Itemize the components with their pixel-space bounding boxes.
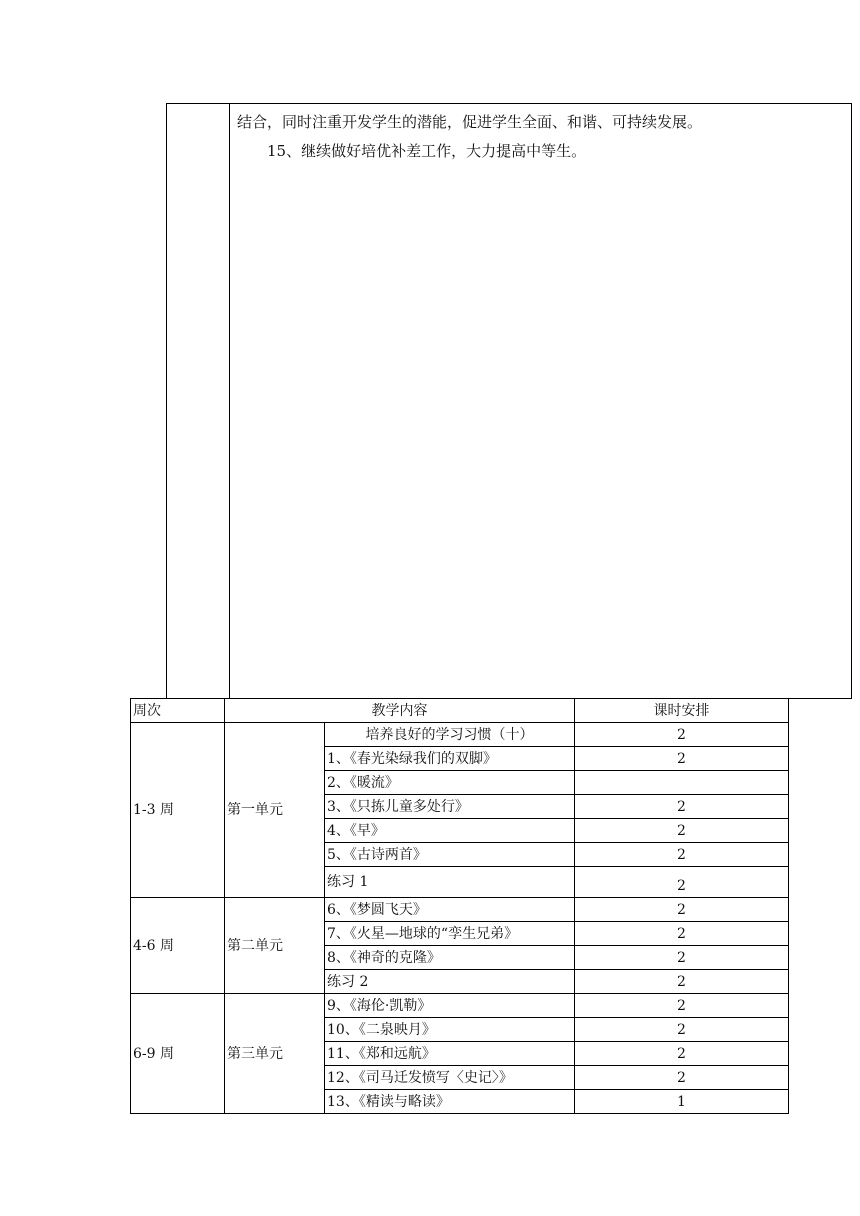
lesson-cell: 练习 1: [325, 867, 575, 898]
hours-cell: 2: [575, 922, 789, 946]
hours-cell: 2: [575, 819, 789, 843]
lesson-cell: 3、《只拣儿童多处行》: [325, 795, 575, 819]
hours-cell: 2: [575, 994, 789, 1018]
hours-cell: 2: [575, 1018, 789, 1042]
hours-cell: 1: [575, 1090, 789, 1114]
hours-cell: 2: [575, 1042, 789, 1066]
lesson-cell: 培养良好的学习习惯（十）: [325, 723, 575, 747]
lesson-cell: 11、《郑和远航》: [325, 1042, 575, 1066]
lesson-cell: 9、《海伦·凯勒》: [325, 994, 575, 1018]
hours-cell: 2: [575, 946, 789, 970]
lesson-cell: 5、《古诗两首》: [325, 843, 575, 867]
lesson-cell: 10、《二泉映月》: [325, 1018, 575, 1042]
unit-cell: 第一单元: [225, 723, 325, 898]
lesson-cell: 2、《暖流》: [325, 771, 575, 795]
lesson-cell: 6、《梦圆飞天》: [325, 898, 575, 922]
unit-cell: 第二单元: [225, 898, 325, 994]
week-cell: 4-6 周: [131, 898, 225, 994]
hours-cell: 2: [575, 723, 789, 747]
header-content: 教学内容: [225, 699, 575, 723]
teaching-schedule-table: [130, 698, 789, 1114]
hours-cell: 2: [575, 867, 789, 898]
table-header-row: [131, 699, 789, 723]
plan-text-line-1: 结合，同时注重开发学生的潜能，促进学生全面、和谐、可持续发展。: [237, 113, 703, 131]
plan-text: [237, 108, 843, 166]
table-row: [131, 994, 789, 1018]
hours-cell: 2: [575, 843, 789, 867]
lesson-cell: 1、《春光染绿我们的双脚》: [325, 747, 575, 771]
hours-cell: [575, 771, 789, 795]
header-hours: 课时安排: [575, 699, 789, 723]
week-cell: 6-9 周: [131, 994, 225, 1114]
header-week: 周次: [131, 699, 225, 723]
lesson-cell: 12、《司马迁发愤写〈史记〉》: [325, 1066, 575, 1090]
plan-text-line-2: 15、继续做好培优补差工作，大力提高中等生。: [267, 142, 587, 160]
hours-cell: 2: [575, 1066, 789, 1090]
column-divider: [229, 104, 230, 698]
lesson-cell: 4、《早》: [325, 819, 575, 843]
lesson-cell: 13、《精读与略读》: [325, 1090, 575, 1114]
lesson-cell: 8、《神奇的克隆》: [325, 946, 575, 970]
table-row: [131, 723, 789, 747]
hours-cell: 2: [575, 970, 789, 994]
lesson-cell: 7、《火星—地球的“孪生兄弟》: [325, 922, 575, 946]
unit-cell: 第三单元: [225, 994, 325, 1114]
hours-cell: 2: [575, 747, 789, 771]
plan-text-box: [166, 103, 852, 699]
lesson-cell: 练习 2: [325, 970, 575, 994]
hours-cell: 2: [575, 795, 789, 819]
week-cell: 1-3 周: [131, 723, 225, 898]
table-row: [131, 898, 789, 922]
hours-cell: 2: [575, 898, 789, 922]
